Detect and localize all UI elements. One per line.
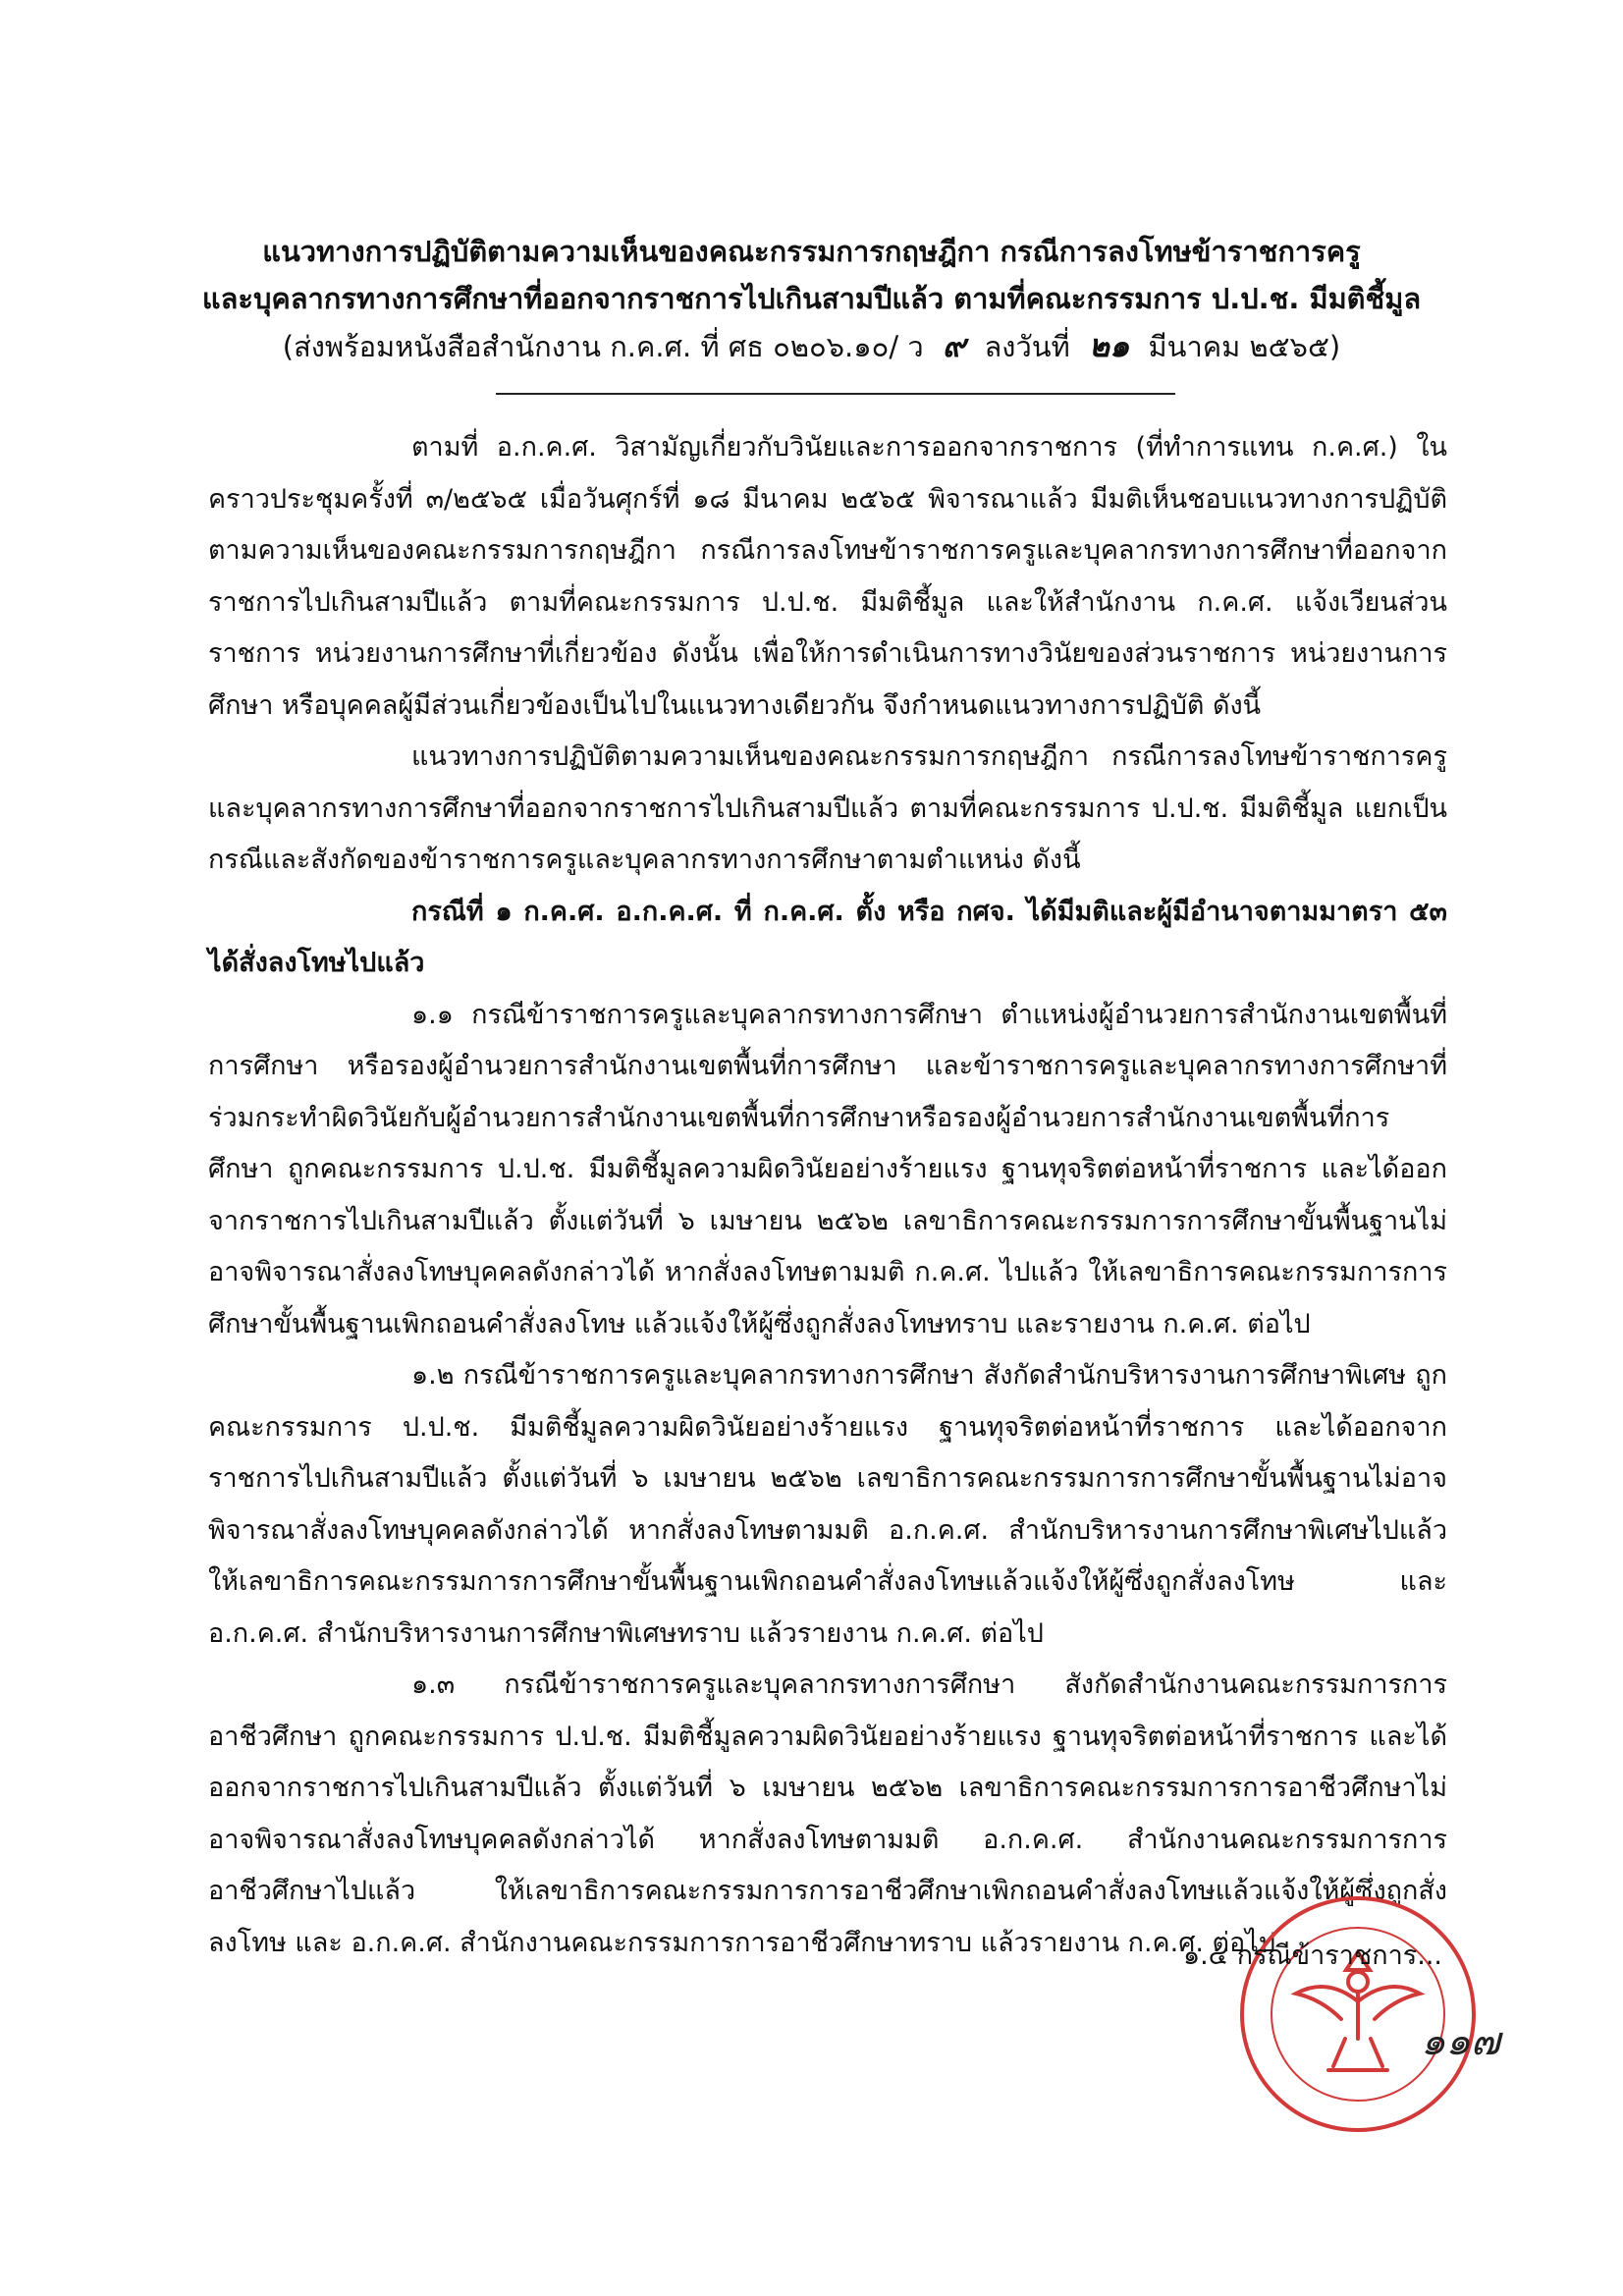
guideline-paragraph: แนวทางการปฏิบัติตามความเห็นของคณะกรรมการกฤษฎีกา กรณีการลงโทษข้าราชการครูและบุคลากรทางการศึกษาที่ออกจากราชการไปเกินสามปีแล้ว ตามที่คณะกรรมการ ป.ป.ช. มีมติชี้มูล แยกเป็นกรณีและสังกัดของข้าราชการครูและบุคลากรทางการศึกษาตามตำแหน่ง ดังนี้ [208,741,1447,875]
item-1-2-paragraph: ๑.๒ กรณีข้าราชการครูและบุคลากรทางการศึกษา สังกัดสำนักบริหารงานการศึกษาพิเศษ ถูกคณะกรรมการ ป.ป.ช. มีมติชี้มูลความผิดวินัยอย่างร้ายแรง ฐานทุจริตต่อหน้าที่ราชการ และได้ออกจากราชการไปเกินสามปีแล้ว ตั้งแต่วันที่ ๖ เมษายน ๒๕๖๒ เลขาธิการคณะกรรมการการศึกษาขั้นพื้นฐานไม่อาจพิจารณาสั่งลงโทษบุคคลดังกล่าวได้ หากสั่งลงโทษตามมติ อ.ก.ค.ศ. สำนักบริหารงานการศึกษาพิเศษไปแล้ว ให้เลขาธิการคณะกรรมการการศึกษาขั้นพื้นฐานเพิกถอนคำสั่งลงโทษแล้วแจ้งให้ผู้ซึ่งถูกสั่งลงโทษ และ อ.ก.ค.ศ. สำนักบริหารงานการศึกษาพิเศษทราบ แล้วรายงาน ก.ค.ศ. ต่อไป [208,1360,1447,1649]
reference-date-label: ลงวันที่ [984,330,1070,363]
header-divider [496,393,1175,395]
title-line-2: และบุคลากรทางการศึกษาที่ออกจากราชการไปเกินสามปีแล้ว ตามที่คณะกรรมการ ป.ป.ช. มีมติชี้มูล [201,282,1422,315]
case-1-heading: กรณีที่ ๑ ก.ค.ศ. อ.ก.ค.ศ. ที่ ก.ค.ศ. ตั้ง หรือ กศจ. ได้มีมติและผู้มีอำนาจตามมาตรา ๕๓ ได้สั่งลงโทษไปแล้ว [208,896,1447,978]
page-number: ๑๑๗ [1421,2019,1500,2064]
reference-number: ๙ [942,327,966,364]
item-1-1-paragraph: ๑.๑ กรณีข้าราชการครูและบุคลากรทางการศึกษา ตำแหน่งผู้อำนวยการสำนักงานเขตพื้นที่การศึกษา หรือรองผู้อำนวยการสำนักงานเขตพื้นที่การศึกษา และข้าราชการครูและบุคลากรทางการศึกษาที่ร่วมกระทำผิดวินัยกับผู้อำนวยการสำนักงานเขตพื้นที่การศึกษาหรือรองผู้อำนวยการสำนักงานเขตพื้นที่การศึกษา ถูกคณะกรรมการ ป.ป.ช. มีมติชี้มูลความผิดวินัยอย่างร้ายแรง ฐานทุจริตต่อหน้าที่ราชการ และได้ออกจากราชการไปเกินสามปีแล้ว ตั้งแต่วันที่ ๖ เมษายน ๒๕๖๒ เลขาธิการคณะกรรมการการศึกษาขั้นพื้นฐานไม่อาจพิจารณาสั่งลงโทษบุคคลดังกล่าวได้ หากสั่งลงโทษตามมติ ก.ค.ศ. ไปแล้ว ให้เลขาธิการคณะกรรมการการศึกษาขั้นพื้นฐานเพิกถอนคำสั่งลงโทษ แล้วแจ้งให้ผู้ซึ่งถูกสั่งลงโทษทราบ และรายงาน ก.ค.ศ. ต่อไป [208,999,1447,1339]
item-1-3-paragraph: ๑.๓ กรณีข้าราชการครูและบุคลากรทางการศึกษา สังกัดสำนักงานคณะกรรมการการอาชีวศึกษา ถูกคณะกรรมการ ป.ป.ช. มีมติชี้มูลความผิดวินัยอย่างร้ายแรง ฐานทุจริตต่อหน้าที่ราชการ และได้ออกจากราชการไปเกินสามปีแล้ว ตั้งแต่วันที่ ๖ เมษายน ๒๕๖๒ เลขาธิการคณะกรรมการการอาชีวศึกษาไม่อาจพิจารณาสั่งลงโทษบุคคลดังกล่าวได้ หากสั่งลงโทษตามมติ อ.ก.ค.ศ. สำนักงานคณะกรรมการการอาชีวศึกษาไปแล้ว ให้เลขาธิการคณะกรรมการการอาชีวศึกษาเพิกถอนคำสั่งลงโทษแล้วแจ้งให้ผู้ซึ่งถูกสั่งลงโทษ และ อ.ก.ค.ศ. สำนักงานคณะกรรมการการอาชีวศึกษาทราบ แล้วรายงาน ก.ค.ศ. ต่อไป [208,1669,1447,1958]
continuation-note: ๑.๔ กรณีข้าราชการ... [1183,1941,1443,1971]
reference-day: ๒๑ [1088,327,1130,364]
document-header [0,228,1623,370]
document-body [208,422,1447,1969]
reference-prefix: (ส่งพร้อมหนังสือสำนักงาน ก.ค.ศ. ที่ ศธ ๐๒๐๖.๑๐/ ว [282,330,924,363]
title-line-1: แนวทางการปฏิบัติตามความเห็นของคณะกรรมการกฤษฎีกา กรณีการลงโทษข้าราชการครู [262,235,1361,268]
reference-suffix: มีนาคม ๒๕๖๕) [1148,330,1341,363]
reference-line [0,322,1623,370]
intro-paragraph: ตามที่ อ.ก.ค.ศ. วิสามัญเกี่ยวกับวินัยและการออกจากราชการ (ที่ทำการแทน ก.ค.ศ.) ในคราวประชุมครั้งที่ ๓/๒๕๖๕ เมื่อวันศุกร์ที่ ๑๘ มีนาคม ๒๕๖๕ พิจารณาแล้ว มีมติเห็นชอบแนวทางการปฏิบัติตามความเห็นของคณะกรรมการกฤษฎีกา กรณีการลงโทษข้าราชการครูและบุคลากรทางการศึกษาที่ออกจากราชการไปเกินสามปีแล้ว ตามที่คณะกรรมการ ป.ป.ช. มีมติชี้มูล และให้สำนักงาน ก.ค.ศ. แจ้งเวียนส่วนราชการ หน่วยงานการศึกษาที่เกี่ยวข้อง ดังนั้น เพื่อให้การดำเนินการทางวินัยของส่วนราชการ หน่วยงานการศึกษา หรือบุคคลผู้มีส่วนเกี่ยวข้องเป็นไปในแนวทางเดียวกัน จึงกำหนดแนวทางการปฏิบัติ ดังนี้ [208,432,1447,721]
